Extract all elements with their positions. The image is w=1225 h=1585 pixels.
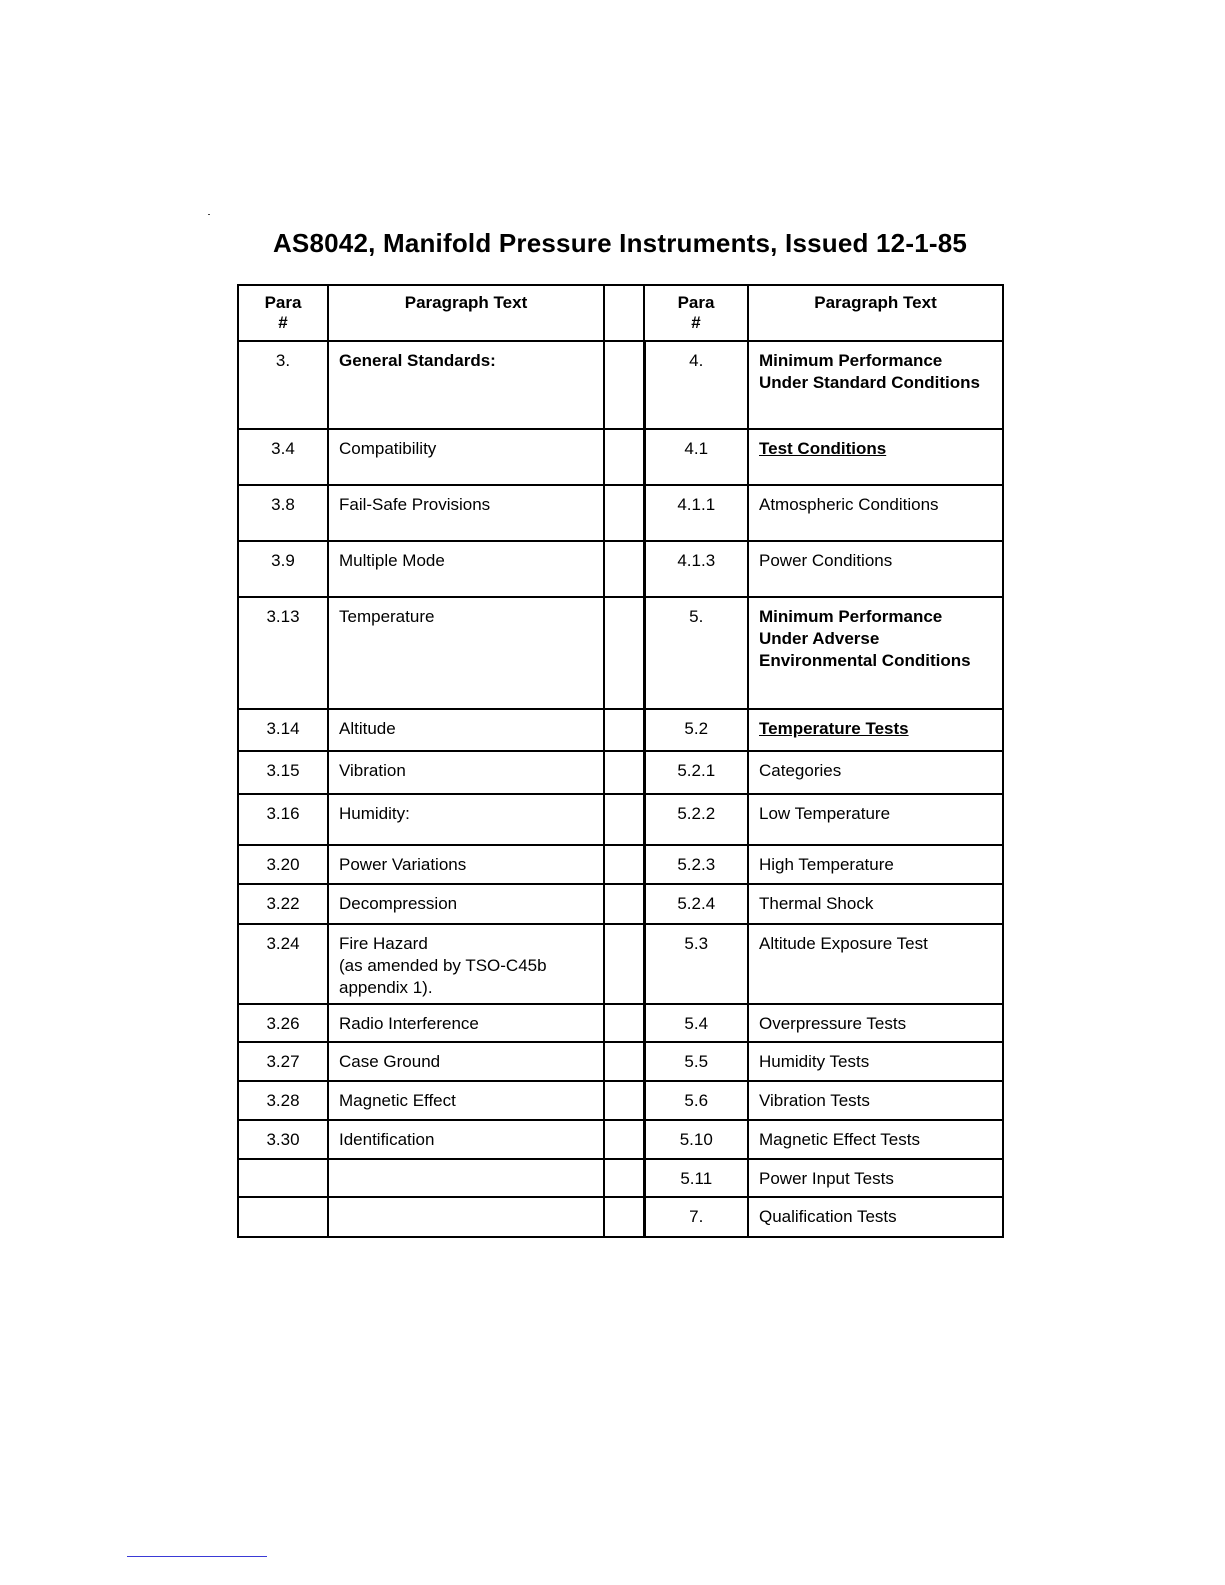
paragraph-text-right (748, 341, 1003, 429)
paragraph-text-left-value: Case Ground (339, 1052, 441, 1071)
para-number-right (644, 1120, 748, 1159)
para-number-left-value: 3.24 (266, 934, 300, 953)
paragraph-table (237, 284, 1004, 1238)
para-number-left (238, 597, 328, 709)
paragraph-text-right (748, 1004, 1003, 1042)
para-number-right (644, 485, 748, 541)
paragraph-text-right (748, 1197, 1003, 1237)
paragraph-text-left (328, 541, 604, 597)
para-number-right-value: 4. (689, 351, 704, 370)
para-number-right-value: 5.6 (684, 1091, 709, 1110)
gap-cell (604, 541, 644, 597)
para-number-right-value: 4.1.3 (677, 551, 716, 570)
paragraph-text-right-value: Categories (759, 761, 842, 780)
paragraph-text-right-value: Minimum Performance Under Adverse Environmental Conditions (759, 607, 971, 670)
gap-cell (604, 924, 644, 1004)
para-number-left (238, 485, 328, 541)
para-number-left (238, 1081, 328, 1120)
para-number-left-value: 3.8 (271, 495, 295, 514)
paragraph-text-left (328, 1081, 604, 1120)
paragraph-text-right (748, 709, 1003, 751)
gap-cell (604, 794, 644, 845)
para-number-right (644, 429, 748, 485)
table-body (238, 341, 1003, 1237)
table-row (238, 541, 1003, 597)
paragraph-text-right-value: Power Input Tests (759, 1169, 894, 1188)
gap-cell (604, 884, 644, 924)
para-number-left-value: 3. (275, 351, 291, 370)
para-number-left (238, 429, 328, 485)
paragraph-text-right-value: Thermal Shock (759, 894, 874, 913)
para-number-right (644, 541, 748, 597)
paragraph-text-left (328, 597, 604, 709)
paragraph-text-right (748, 751, 1003, 794)
paragraph-text-right (748, 1081, 1003, 1120)
gap-cell (604, 1120, 644, 1159)
table-header-row (238, 285, 1003, 341)
paragraph-text-left-value: Decompression (339, 894, 458, 913)
para-number-right (644, 845, 748, 884)
gap-cell (604, 845, 644, 884)
para-number-left-value: 3.22 (266, 894, 300, 913)
paragraph-text-left (328, 341, 604, 429)
para-number-left (238, 1197, 328, 1237)
paragraph-text-left-value: Compatibility (339, 439, 437, 458)
para-number-right-value: 5.10 (679, 1130, 713, 1149)
table-row (238, 1197, 1003, 1237)
paragraph-text-right (748, 794, 1003, 845)
gap-cell (604, 485, 644, 541)
para-number-right (644, 1197, 748, 1237)
para-number-right (644, 597, 748, 709)
para-number-left (238, 924, 328, 1004)
paragraph-text-right-value: Qualification Tests (759, 1207, 897, 1226)
para-number-right-value: 5.2.1 (677, 761, 716, 780)
paragraph-text-right-value: Test Conditions (759, 439, 887, 458)
para-number-left-value: 3.13 (266, 607, 300, 626)
paragraph-text-left (328, 1197, 604, 1237)
paragraph-text-right (748, 1159, 1003, 1197)
para-number-left-value: 3.15 (266, 761, 300, 780)
para-number-left (238, 794, 328, 845)
paragraph-text-left-value: Altitude (339, 719, 396, 738)
para-number-left-value: 3.14 (266, 719, 300, 738)
header-para-left: Para # (238, 285, 328, 341)
para-number-left (238, 709, 328, 751)
para-number-left (238, 845, 328, 884)
paragraph-text-right-value: Overpressure Tests (759, 1014, 907, 1033)
para-number-right-value: 7. (689, 1207, 704, 1226)
para-number-left-value: 3.30 (266, 1130, 300, 1149)
gap-cell (604, 429, 644, 485)
gap-cell (604, 751, 644, 794)
paragraph-text-left-value: Humidity: (339, 804, 410, 823)
table-row (238, 485, 1003, 541)
paragraph-text-left (328, 1042, 604, 1081)
paragraph-text-left (328, 429, 604, 485)
para-number-right-value: 5.2.4 (677, 894, 716, 913)
paragraph-text-right-value: Atmospheric Conditions (759, 495, 939, 514)
para-number-left-value: 3.9 (271, 551, 295, 570)
gap-cell (604, 1081, 644, 1120)
para-number-right-value: 4.1.1 (677, 495, 716, 514)
para-number-left (238, 1120, 328, 1159)
gap-cell (604, 597, 644, 709)
header-text-right: Paragraph Text (748, 285, 1003, 341)
table-row (238, 1120, 1003, 1159)
table-row (238, 924, 1003, 1004)
table-row (238, 884, 1003, 924)
paragraph-text-right (748, 884, 1003, 924)
table-row (238, 709, 1003, 751)
para-number-right (644, 884, 748, 924)
gap-cell (604, 709, 644, 751)
table-row (238, 429, 1003, 485)
para-number-right (644, 1004, 748, 1042)
paragraph-text-left (328, 794, 604, 845)
page-mark (208, 214, 210, 215)
table-row (238, 1081, 1003, 1120)
paragraph-text-left-value: Identification (339, 1130, 435, 1149)
paragraph-text-right (748, 845, 1003, 884)
paragraph-text-left (328, 751, 604, 794)
footnote-rule (127, 1556, 267, 1557)
para-number-left (238, 1042, 328, 1081)
para-number-right (644, 1081, 748, 1120)
paragraph-text-left (328, 709, 604, 751)
paragraph-text-right (748, 1120, 1003, 1159)
para-number-right-value: 5.5 (684, 1052, 709, 1071)
paragraph-text-right-value: Humidity Tests (759, 1052, 870, 1071)
para-number-left (238, 884, 328, 924)
paragraph-text-right-value: Temperature Tests (759, 719, 909, 738)
para-number-right-value: 5.11 (680, 1169, 713, 1188)
para-number-right (644, 1159, 748, 1197)
paragraph-text-right-value: Magnetic Effect Tests (759, 1130, 920, 1149)
paragraph-text-right-value: Minimum Performance Under Standard Conditions (759, 351, 980, 392)
paragraph-text-right (748, 924, 1003, 1004)
para-number-left-value: 3.28 (266, 1091, 300, 1110)
para-number-left-value: 3.20 (266, 855, 300, 874)
para-number-left (238, 751, 328, 794)
paragraph-text-right-value: Vibration Tests (759, 1091, 870, 1110)
para-number-right-value: 4.1 (684, 439, 709, 458)
paragraph-text-left-value: Power Variations (339, 855, 467, 874)
para-number-left-value: 3.4 (271, 439, 295, 458)
para-number-right (644, 924, 748, 1004)
gap-cell (604, 1197, 644, 1237)
para-number-left (238, 341, 328, 429)
table-row (238, 341, 1003, 429)
paragraph-text-right-value: High Temperature (759, 855, 894, 874)
para-number-right-value: 5.2 (684, 719, 709, 738)
table-row (238, 794, 1003, 845)
paragraph-text-left (328, 485, 604, 541)
paragraph-text-right-value: Power Conditions (759, 551, 893, 570)
header-gap (604, 285, 644, 341)
paragraph-text-left-value: Temperature (339, 607, 435, 626)
para-number-left-value: 3.27 (266, 1052, 300, 1071)
para-number-right (644, 751, 748, 794)
table-row (238, 1159, 1003, 1197)
paragraph-text-right-value: Low Temperature (759, 804, 891, 823)
para-number-left-value: 3.26 (266, 1014, 300, 1033)
paragraph-text-right (748, 541, 1003, 597)
table-row (238, 751, 1003, 794)
para-number-right-value: 5.4 (684, 1014, 709, 1033)
paragraph-text-right (748, 597, 1003, 709)
para-number-right-value: 5.3 (684, 934, 709, 953)
paragraph-text-left (328, 1120, 604, 1159)
paragraph-text-left-value: Fire Hazard (as amended by TSO-C45b appendix 1). (339, 934, 547, 997)
table-row (238, 597, 1003, 709)
paragraph-text-right-value: Altitude Exposure Test (759, 934, 928, 953)
header-para-right: Para # (644, 285, 748, 341)
gap-cell (604, 1004, 644, 1042)
paragraph-text-left (328, 1004, 604, 1042)
para-number-right-value: 5.2.2 (677, 804, 716, 823)
paragraph-text-right (748, 429, 1003, 485)
table-row (238, 1042, 1003, 1081)
table-row (238, 845, 1003, 884)
paragraph-text-right (748, 1042, 1003, 1081)
header-text-left: Paragraph Text (328, 285, 604, 341)
para-number-left (238, 1004, 328, 1042)
para-number-left (238, 541, 328, 597)
para-number-right (644, 341, 748, 429)
paragraph-text-left-value: Multiple Mode (339, 551, 445, 570)
paragraph-text-right (748, 485, 1003, 541)
gap-cell (604, 1159, 644, 1197)
para-number-right (644, 1042, 748, 1081)
paragraph-text-left-value: Vibration (339, 761, 406, 780)
paragraph-text-left (328, 845, 604, 884)
table-row (238, 1004, 1003, 1042)
paragraph-text-left (328, 884, 604, 924)
paragraph-text-left-value: Fail-Safe Provisions (339, 495, 491, 514)
paragraph-text-left-value: General Standards: (339, 351, 496, 370)
paragraph-text-left (328, 924, 604, 1004)
para-number-right (644, 709, 748, 751)
paragraph-text-left-value: Radio Interference (339, 1014, 479, 1033)
paragraph-text-left (328, 1159, 604, 1197)
gap-cell (604, 341, 644, 429)
para-number-left (238, 1159, 328, 1197)
paragraph-text-left-value: Magnetic Effect (339, 1091, 456, 1110)
para-number-right-value: 5.2.3 (677, 855, 716, 874)
gap-cell (604, 1042, 644, 1081)
para-number-right-value: 5. (689, 607, 704, 626)
para-number-left-value: 3.16 (266, 804, 300, 823)
page-title: AS8042, Manifold Pressure Instruments, Issued 12-1-85 (272, 228, 968, 258)
para-number-right (644, 794, 748, 845)
